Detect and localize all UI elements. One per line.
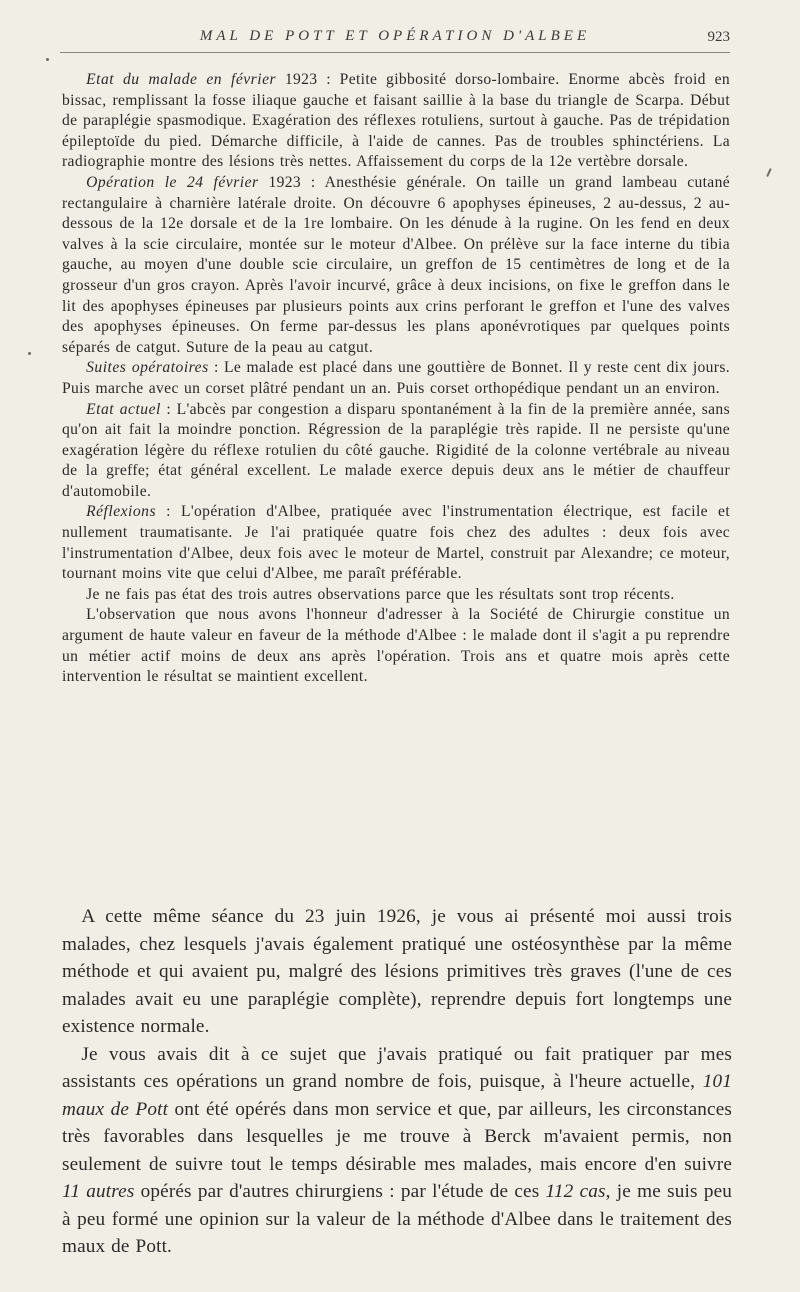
case-report (62, 70, 730, 688)
paragraph-text: , je me suis peu à peu formé une opinion sur la valeur de la méthode d'Albee dans le traitement des maux de Pott. (62, 1181, 732, 1257)
paragraph-text: ont été opérés dans mon service et que, par ailleurs, les circonstances très favorables dans lesquelles je me trouve à Berck m'avaient permis, non seulement de suivre tout le temps désirable mes malades, mais encore d'en suivre (62, 1098, 732, 1175)
paragraph-operation (62, 173, 730, 358)
paragraph-body: : Le malade est placé dans une gouttière de Bonnet. Il y reste cent dix jours. Puis marche avec un corset plâtré pendant un an. Puis corset orthopédique pendant un an environ. (62, 359, 731, 397)
paragraph-observations (62, 585, 730, 606)
emphasis-101-cases: 101 maux de Pott (62, 1071, 732, 1120)
page-header (60, 28, 730, 53)
paragraph-suites (62, 358, 730, 399)
paragraph-reflexions (62, 502, 730, 584)
paragraph-body: 1923 : Petite gibbosité dorso-lombaire. Enorme abcès froid en bissac, remplissant la fosse iliaque gauche et faisant saillie à la base du triangle de Scarpa. Début de paraplégie spasmodique. Exagération des réflexes rotuliens, surtout à gauche. Pas de trépidation épileptoïde du pied. Démarche difficile, à l'aide de cannes. Pas de troubles sphinctériens. La radiographie montre des lésions très nettes. Affaissement du corps de la 12e vertèbre dorsale. (62, 71, 730, 171)
scan-speck (46, 58, 49, 61)
paragraph-body: 1923 : Anesthésie générale. On taille un grand lambeau cutané rectangulaire à charnière latérale droite. On découvre 6 apophyses épineuses, 2 au-dessus, 2 au-dessous de la 12e dorsale et de la 1re lombaire. On les dénude à la rugine. On les fend en deux valves à la scie circulaire, montée sur le moteur d'Albee. On prélève sur la face interne du tibia gauche, au moyen d'une double scie circulaire, un greffon de 15 centimètres de long et de la grosseur d'un gros crayon. Après l'avoir incurvé, grâce à deux incisions, on fixe le greffon dans le lit des apophyses épineuses par plusieurs points aux crins perforant le greffon et l'une des valves des apophyses épineuses. On ferme par-dessus les plans aponévrotiques par quelques points séparés de catgut. Suture de la peau au catgut. (62, 173, 730, 356)
section-lead: Etat actuel (86, 400, 161, 418)
main-paragraph-1 (62, 903, 732, 1041)
section-lead: Opération le 24 février (86, 173, 259, 191)
scan-speck (766, 168, 772, 177)
paragraph-body: A cette même séance du 23 juin 1926, je vous ai présenté moi aussi trois malades, chez lesquels j'avais également pratiqué une ostéosynthèse par la même méthode et qui avaient pu, malgré des lésions primitives très graves (l'une de ces malades avait eu une paraplégie complète), reprendre depuis fort longtemps une existence normale. (62, 906, 732, 1037)
paragraph-text: Je vous avais dit à ce sujet que j'avais pratiqué ou fait pratiquer par mes assistants ces opérations un grand nombre de fois, puisque, à l'heure actuelle, (62, 1043, 732, 1092)
section-lead: Etat du malade en février (86, 71, 277, 88)
paragraph-body: Je ne fais pas état des trois autres observations parce que les résultats sont trop récents. (86, 585, 675, 603)
emphasis-11-others: 11 autres (62, 1181, 135, 1202)
paragraph-text: opérés par d'autres chirurgiens : par l'étude de ces (134, 1181, 546, 1202)
paragraph-body: : L'opération d'Albee, pratiquée avec l'instrumentation électrique, est facile et nullement traumatisante. Je l'ai pratiquée quatre fois chez des adultes : deux fois avec l'instrumentation d'Albee, deux fois avec le moteur de Martel, construit par Alexandre; ce moteur, tournant moins vite que celui d'Albee, me paraît préférable. (62, 503, 730, 583)
page-number: 923 (707, 29, 730, 45)
paragraph-body: : L'abcès par congestion a disparu spontanément à la fin de la première année, sans qu'on ait fait la moindre ponction. Régression de la paraplégie très rapide. Il ne persiste qu'une exagération légère du réflexe rotulien du côté gauche. Rigidité de la colonne vertébrale au niveau de la greffe; état général excellent. Le malade exerce depuis deux ans le métier de chauffeur d'automobile. (62, 400, 730, 500)
main-paragraph-2 (62, 1041, 732, 1261)
main-text (62, 903, 732, 1261)
paragraph-body: L'observation que nous avons l'honneur d'adresser à la Société de Chirurgie constitue un argument de haute valeur en faveur de la méthode d'Albee : le malade dont il s'agit a pu reprendre un métier actif moins de deux ans après l'opération. Trois ans et quatre mois après cette intervention le résultat se maintient excellent. (62, 606, 730, 686)
emphasis-112-cases: 112 cas (545, 1181, 606, 1202)
paragraph-conclusion (62, 605, 730, 687)
scan-speck (28, 352, 31, 355)
running-title: MAL DE POTT ET OPÉRATION D'ALBEE (199, 28, 591, 44)
paragraph-etat-actuel (62, 400, 730, 503)
paragraph-etat-malade (62, 70, 730, 173)
section-lead: Réflexions (86, 503, 157, 521)
section-lead: Suites opératoires (86, 359, 209, 377)
